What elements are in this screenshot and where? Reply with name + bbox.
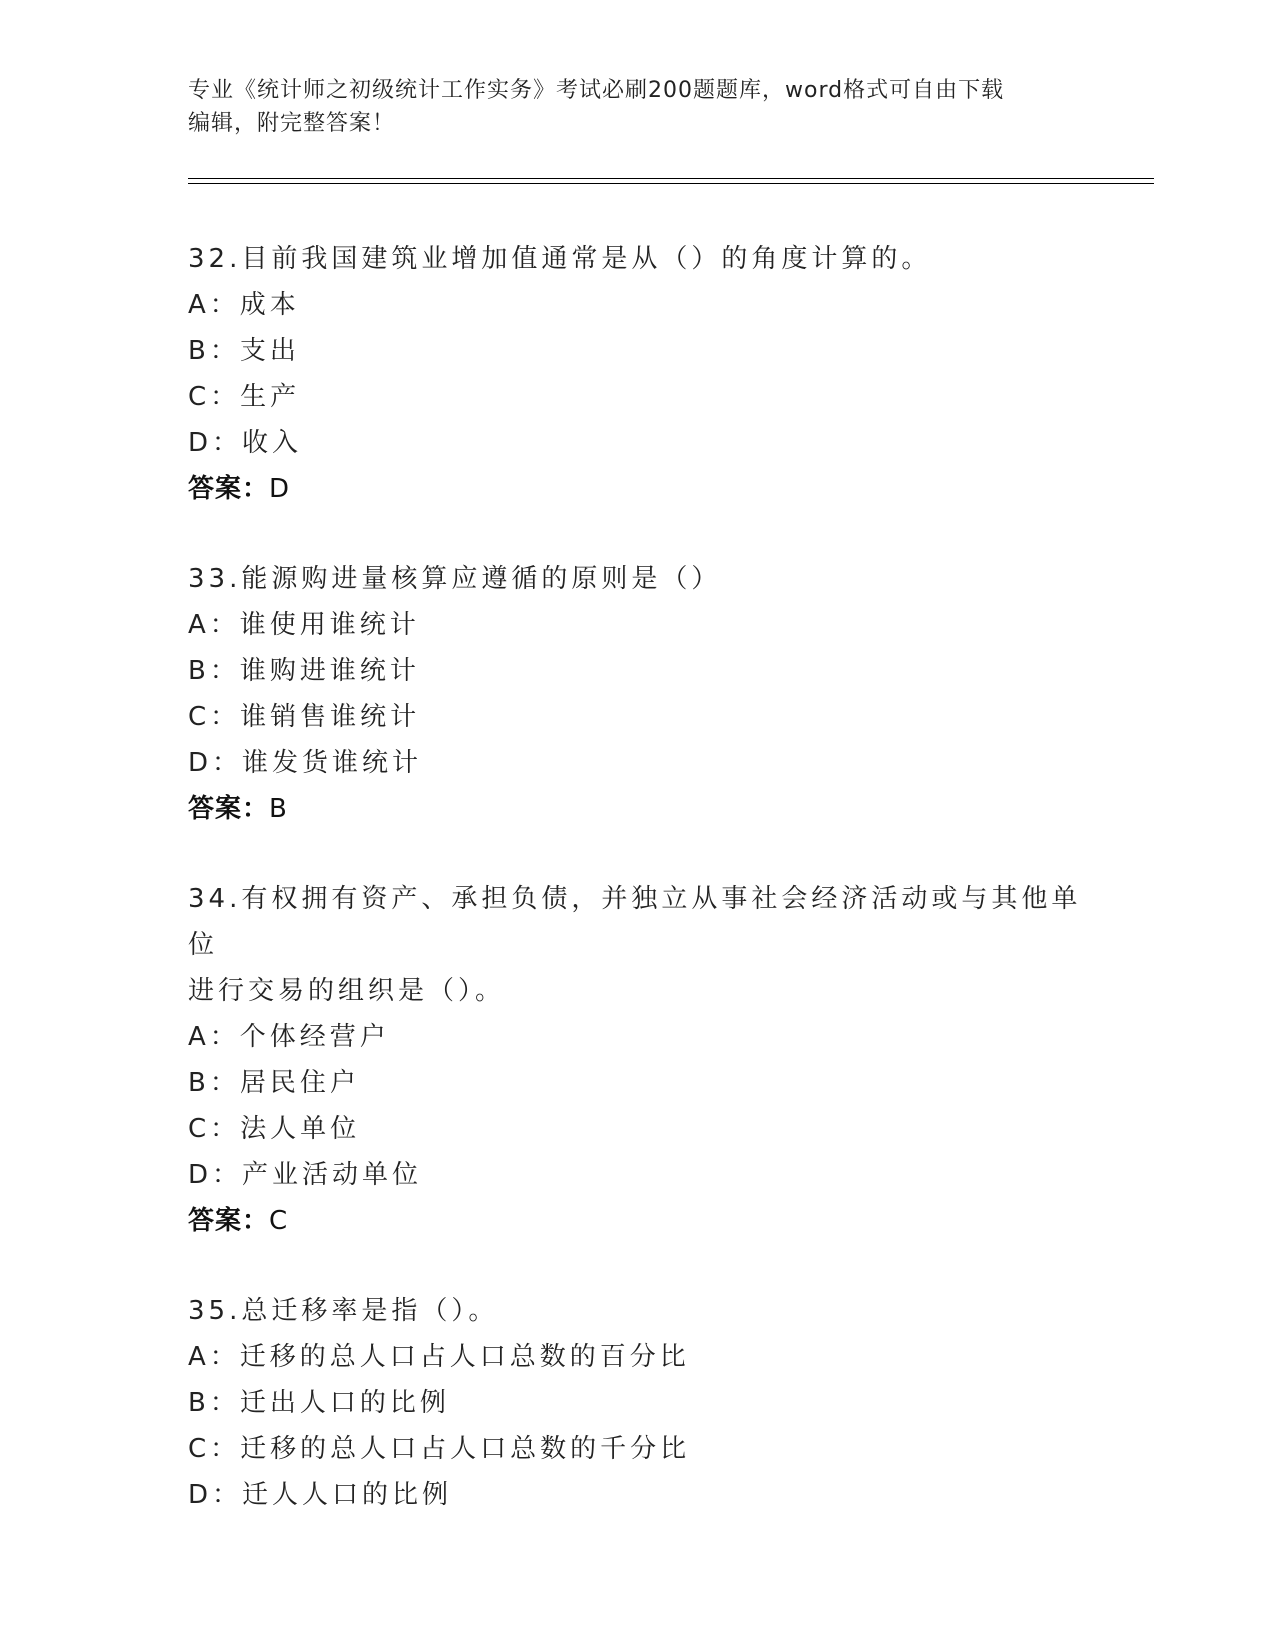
option-c: C：迁移的总人口占人口总数的千分比 [188, 1434, 691, 1464]
answer-value: C [269, 1206, 288, 1236]
answer-label: 答案： [188, 1206, 270, 1236]
answer-label: 答案： [188, 474, 270, 504]
option-a: A：成本 [188, 290, 300, 320]
answer-value: B [269, 794, 287, 824]
question-stem-line-2: 进行交易的组织是（）。 [188, 976, 506, 1006]
option-a: A：谁使用谁统计 [188, 610, 420, 640]
header-line-2: 编辑，附完整答案！ [188, 111, 396, 136]
question-stem: 35.总迁移率是指（）。 [188, 1296, 499, 1326]
answer-label: 答案： [188, 794, 270, 824]
option-a: A：个体经营户 [188, 1022, 390, 1052]
question-33 [188, 556, 1088, 832]
question-34 [188, 876, 1088, 1244]
option-c: C：法人单位 [188, 1114, 361, 1144]
option-d: D：产业活动单位 [188, 1160, 423, 1190]
question-32 [188, 236, 1088, 512]
option-b: B：支出 [188, 336, 300, 366]
header-line-1: 专业《统计师之初级统计工作实务》考试必刷200题题库，word格式可自由下载 [188, 78, 1005, 103]
option-b: B：谁购进谁统计 [188, 656, 420, 686]
answer-line [188, 786, 1088, 832]
header-divider-bottom [188, 183, 1154, 184]
option-c: C：生产 [188, 382, 301, 412]
question-list [188, 236, 1088, 1562]
header-divider-top [188, 178, 1154, 179]
question-stem: 32.目前我国建筑业增加值通常是从（）的角度计算的。 [188, 244, 932, 274]
question-35 [188, 1288, 1088, 1518]
option-c: C：谁销售谁统计 [188, 702, 421, 732]
answer-value: D [269, 474, 290, 504]
option-b: B：迁出人口的比例 [188, 1388, 450, 1418]
question-stem-line-1: 34.有权拥有资产、承担负债，并独立从事社会经济活动或与其他单位 [188, 884, 1082, 960]
question-stem: 33.能源购进量核算应遵循的原则是（） [188, 564, 722, 594]
answer-line [188, 1198, 1088, 1244]
document-header [188, 74, 1088, 140]
option-d: D：收入 [188, 428, 303, 458]
answer-line [188, 466, 1088, 512]
option-d: D：迁人人口的比例 [188, 1480, 453, 1510]
option-d: D：谁发货谁统计 [188, 748, 423, 778]
option-a: A：迁移的总人口占人口总数的百分比 [188, 1342, 690, 1372]
option-b: B：居民住户 [188, 1068, 360, 1098]
